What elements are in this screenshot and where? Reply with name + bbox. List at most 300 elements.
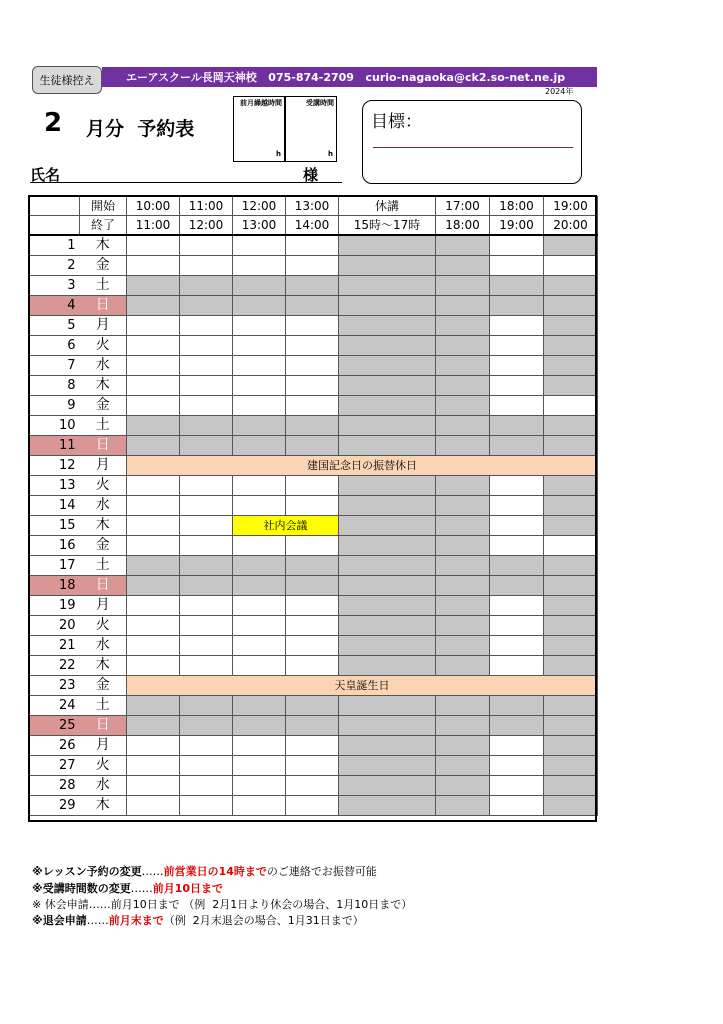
day-of-week: 土 (80, 696, 127, 716)
closed-slot (180, 576, 233, 596)
closed-slot (180, 416, 233, 436)
closed-slot (127, 416, 180, 436)
slot-cell[interactable] (490, 516, 544, 536)
slot-cell[interactable] (490, 596, 544, 616)
slot-cell[interactable] (233, 616, 286, 636)
closed-slot (339, 596, 436, 616)
closed-slot (339, 316, 436, 336)
column-end-1: 12:00 (180, 216, 233, 236)
slot-cell[interactable] (490, 235, 544, 256)
closed-slot (436, 416, 490, 436)
slot-cell[interactable] (490, 376, 544, 396)
day-of-week: 土 (80, 556, 127, 576)
slot-cell[interactable] (127, 636, 180, 656)
closed-slot (339, 556, 436, 576)
slot-cell[interactable] (180, 516, 233, 536)
slot-cell[interactable] (180, 596, 233, 616)
slot-cell[interactable] (180, 316, 233, 336)
slot-cell[interactable] (180, 736, 233, 756)
day-number: 10 (30, 416, 80, 436)
slot-cell[interactable] (286, 736, 339, 756)
slot-cell[interactable] (180, 376, 233, 396)
note-text: 前月10日まで (152, 882, 224, 895)
closed-slot (436, 296, 490, 316)
closed-slot (180, 556, 233, 576)
closed-slot (544, 376, 598, 396)
day-of-week: 水 (80, 776, 127, 796)
closed-slot (544, 296, 598, 316)
slot-cell[interactable] (127, 256, 180, 276)
note-line (32, 896, 412, 912)
closed-slot (436, 756, 490, 776)
table-row (30, 496, 598, 516)
closed-slot (436, 696, 490, 716)
closed-slot (436, 576, 490, 596)
slot-cell[interactable] (180, 636, 233, 656)
note-text: …… (141, 865, 164, 878)
column-end-6: 19:00 (490, 216, 544, 236)
slot-cell[interactable] (180, 336, 233, 356)
day-number: 14 (30, 496, 80, 516)
closed-slot (490, 556, 544, 576)
slot-cell[interactable] (490, 756, 544, 776)
closed-slot (544, 336, 598, 356)
day-number: 23 (30, 676, 80, 696)
closed-slot (286, 276, 339, 296)
column-start-0: 10:00 (127, 197, 180, 216)
header-blank (30, 197, 80, 216)
year-label: 2024年 (545, 87, 574, 96)
day-number: 1 (30, 235, 80, 256)
column-start-2: 12:00 (233, 197, 286, 216)
closed-slot (127, 716, 180, 736)
closed-slot (339, 276, 436, 296)
day-of-week: 水 (80, 636, 127, 656)
table-row (30, 696, 598, 716)
closed-slot (436, 556, 490, 576)
slot-cell[interactable] (490, 796, 544, 816)
closed-slot (339, 376, 436, 396)
closed-slot (436, 516, 490, 536)
day-of-week: 土 (80, 416, 127, 436)
slot-cell[interactable] (127, 356, 180, 376)
day-of-week: 日 (80, 716, 127, 736)
carryover-hours-unit: h (276, 150, 281, 158)
closed-slot (490, 296, 544, 316)
closed-slot (339, 536, 436, 556)
slot-cell[interactable] (127, 476, 180, 496)
slot-cell[interactable] (233, 396, 286, 416)
closed-slot (339, 776, 436, 796)
schedule-table (29, 196, 598, 816)
table-row (30, 296, 598, 316)
day-number: 21 (30, 636, 80, 656)
note-text: ※受講時間数の変更 (32, 882, 131, 895)
slot-cell[interactable] (490, 336, 544, 356)
carryover-hours-label: 前月繰越時間 (240, 99, 282, 107)
closed-slot (180, 296, 233, 316)
slot-cell[interactable] (127, 516, 180, 536)
holiday-cell: 建国記念日の振替休日 (127, 456, 598, 476)
table-row (30, 476, 598, 496)
slot-cell[interactable] (233, 496, 286, 516)
day-number: 28 (30, 776, 80, 796)
month-number: 2 (44, 108, 63, 138)
table-row (30, 336, 598, 356)
day-of-week: 月 (80, 596, 127, 616)
header-bar (102, 67, 597, 87)
slot-cell[interactable] (127, 235, 180, 256)
day-number: 17 (30, 556, 80, 576)
note-text: ※ 休会申請……前月10日まで （例 2月1日より休会の場合、1月10日まで） (32, 898, 413, 911)
closed-slot (127, 696, 180, 716)
day-of-week: 木 (80, 656, 127, 676)
day-number: 13 (30, 476, 80, 496)
note-line (32, 863, 377, 879)
day-number: 5 (30, 316, 80, 336)
slot-cell[interactable] (544, 536, 598, 556)
closed-slot (544, 235, 598, 256)
slot-cell[interactable] (127, 596, 180, 616)
closed-slot (233, 696, 286, 716)
day-of-week: 日 (80, 576, 127, 596)
day-number: 12 (30, 456, 80, 476)
table-row (30, 736, 598, 756)
slot-cell[interactable] (286, 476, 339, 496)
closed-slot (544, 496, 598, 516)
slot-cell[interactable] (233, 636, 286, 656)
slot-cell[interactable] (490, 316, 544, 336)
column-start-6: 18:00 (490, 197, 544, 216)
slot-cell[interactable] (233, 736, 286, 756)
closed-slot (286, 696, 339, 716)
closed-slot (339, 256, 436, 276)
slot-cell[interactable] (490, 536, 544, 556)
closed-slot (339, 636, 436, 656)
closed-slot (180, 696, 233, 716)
day-of-week: 水 (80, 356, 127, 376)
name-label: 氏名 (30, 166, 61, 184)
closed-slot (544, 276, 598, 296)
slot-cell[interactable] (233, 256, 286, 276)
table-row (30, 556, 598, 576)
day-number: 15 (30, 516, 80, 536)
closed-slot (436, 276, 490, 296)
name-underline (30, 182, 342, 183)
day-number: 19 (30, 596, 80, 616)
closed-slot (544, 576, 598, 596)
closed-slot (339, 436, 436, 456)
table-row (30, 716, 598, 736)
slot-cell[interactable] (127, 316, 180, 336)
closed-slot (180, 276, 233, 296)
goal-box (362, 100, 582, 184)
column-end-5: 18:00 (436, 216, 490, 236)
school-email: curio-nagaoka@ck2.so-net.ne.jp (365, 70, 566, 84)
closed-slot (544, 556, 598, 576)
day-number: 22 (30, 656, 80, 676)
closed-slot (180, 716, 233, 736)
closed-slot (339, 336, 436, 356)
slot-cell[interactable] (127, 376, 180, 396)
day-number: 29 (30, 796, 80, 816)
slot-cell[interactable] (233, 776, 286, 796)
slot-cell[interactable] (180, 536, 233, 556)
slot-cell[interactable] (233, 656, 286, 676)
slot-cell[interactable] (286, 656, 339, 676)
closed-slot (544, 716, 598, 736)
slot-cell[interactable] (127, 396, 180, 416)
closed-slot (339, 516, 436, 536)
slot-cell[interactable] (490, 256, 544, 276)
closed-slot (339, 476, 436, 496)
closed-slot (233, 576, 286, 596)
day-of-week: 日 (80, 436, 127, 456)
slot-cell[interactable] (127, 656, 180, 676)
closed-slot (544, 596, 598, 616)
slot-cell[interactable] (127, 776, 180, 796)
closed-slot (436, 496, 490, 516)
day-of-week: 火 (80, 476, 127, 496)
closed-slot (127, 296, 180, 316)
closed-slot (339, 235, 436, 256)
slot-cell[interactable] (127, 536, 180, 556)
closed-slot (436, 336, 490, 356)
slot-cell[interactable] (127, 336, 180, 356)
closed-slot (436, 636, 490, 656)
slot-cell[interactable] (180, 776, 233, 796)
school-name: エーアスクール長岡天神校 (126, 71, 257, 84)
day-of-week: 火 (80, 336, 127, 356)
closed-slot (286, 416, 339, 436)
table-row (30, 256, 598, 276)
slot-cell[interactable] (286, 356, 339, 376)
slot-cell[interactable] (233, 536, 286, 556)
slot-cell[interactable] (233, 316, 286, 336)
slot-cell[interactable] (286, 235, 339, 256)
closed-slot (436, 396, 490, 416)
slot-cell[interactable] (233, 476, 286, 496)
lesson-hours-label: 受講時間 (306, 99, 334, 107)
slot-cell[interactable] (180, 496, 233, 516)
table-row (30, 676, 598, 696)
goal-label: 目標： (371, 112, 422, 132)
slot-cell[interactable] (127, 796, 180, 816)
day-number: 27 (30, 756, 80, 776)
note-text: …… (130, 882, 153, 895)
closed-slot (180, 436, 233, 456)
closed-slot (436, 796, 490, 816)
closed-slot (490, 416, 544, 436)
table-row (30, 316, 598, 336)
closed-slot (286, 436, 339, 456)
slot-cell[interactable] (286, 596, 339, 616)
closed-slot (339, 576, 436, 596)
closed-slot (544, 516, 598, 536)
slot-cell[interactable] (286, 396, 339, 416)
header-row-start (30, 197, 598, 216)
column-start-4: 休講 (339, 197, 436, 216)
lesson-hours-box (285, 96, 337, 162)
note-text: （例 2月末退会の場合、1月31日まで） (163, 914, 364, 927)
slot-cell[interactable] (233, 235, 286, 256)
note-text: のご連絡でお振替可能 (266, 865, 377, 878)
slot-cell[interactable] (233, 336, 286, 356)
day-of-week: 月 (80, 736, 127, 756)
copy-badge: 生徒様控え (32, 66, 102, 94)
slot-cell[interactable] (127, 616, 180, 636)
note-text: 前営業日の14時まで (163, 865, 267, 878)
closed-slot (286, 576, 339, 596)
slot-cell[interactable] (286, 756, 339, 776)
slot-cell[interactable] (180, 235, 233, 256)
closed-slot (339, 696, 436, 716)
slot-cell[interactable] (286, 316, 339, 336)
slot-cell[interactable] (286, 536, 339, 556)
closed-slot (490, 276, 544, 296)
closed-slot (339, 796, 436, 816)
slot-cell[interactable] (490, 496, 544, 516)
slot-cell[interactable] (286, 496, 339, 516)
slot-cell[interactable] (490, 476, 544, 496)
slot-cell[interactable] (490, 736, 544, 756)
day-number: 16 (30, 536, 80, 556)
closed-slot (544, 776, 598, 796)
day-of-week: 金 (80, 256, 127, 276)
table-row (30, 376, 598, 396)
day-of-week: 火 (80, 616, 127, 636)
closed-slot (544, 756, 598, 776)
slot-cell[interactable] (180, 256, 233, 276)
slot-cell[interactable] (544, 256, 598, 276)
closed-slot (436, 356, 490, 376)
slot-cell[interactable] (180, 476, 233, 496)
closed-slot (127, 276, 180, 296)
slot-cell[interactable] (490, 656, 544, 676)
slot-cell[interactable] (233, 376, 286, 396)
table-row (30, 516, 598, 536)
closed-slot (339, 496, 436, 516)
day-of-week: 水 (80, 496, 127, 516)
slot-cell[interactable] (233, 356, 286, 376)
closed-slot (436, 436, 490, 456)
closed-slot (436, 616, 490, 636)
header-blank (30, 216, 80, 236)
day-of-week: 日 (80, 296, 127, 316)
closed-slot (544, 696, 598, 716)
closed-slot (544, 416, 598, 436)
table-row (30, 756, 598, 776)
slot-cell[interactable] (490, 616, 544, 636)
carryover-hours-box (233, 96, 285, 162)
slot-cell[interactable] (286, 256, 339, 276)
day-of-week: 金 (80, 396, 127, 416)
slot-cell[interactable] (233, 596, 286, 616)
closed-slot (436, 656, 490, 676)
slot-cell[interactable] (180, 796, 233, 816)
slot-cell[interactable] (127, 756, 180, 776)
slot-cell[interactable] (286, 376, 339, 396)
table-row (30, 235, 598, 256)
column-start-5: 17:00 (436, 197, 490, 216)
day-number: 11 (30, 436, 80, 456)
closed-slot (127, 576, 180, 596)
slot-cell[interactable] (490, 356, 544, 376)
day-of-week: 土 (80, 276, 127, 296)
column-end-7: 20:00 (544, 216, 598, 236)
closed-slot (544, 316, 598, 336)
note-text: ※退会申請 (32, 914, 87, 927)
slot-cell[interactable] (233, 756, 286, 776)
column-start-3: 13:00 (286, 197, 339, 216)
column-end-3: 14:00 (286, 216, 339, 236)
column-end-2: 13:00 (233, 216, 286, 236)
slot-cell[interactable] (286, 796, 339, 816)
table-row (30, 656, 598, 676)
slot-cell[interactable] (127, 496, 180, 516)
slot-cell[interactable] (180, 656, 233, 676)
closed-slot (233, 436, 286, 456)
slot-cell[interactable] (544, 396, 598, 416)
closed-slot (286, 716, 339, 736)
note-line (32, 912, 364, 928)
closed-slot (544, 736, 598, 756)
slot-cell[interactable] (286, 776, 339, 796)
slot-cell[interactable] (180, 396, 233, 416)
slot-cell[interactable] (490, 396, 544, 416)
slot-cell[interactable] (127, 736, 180, 756)
table-row (30, 636, 598, 656)
slot-cell[interactable] (233, 796, 286, 816)
closed-slot (544, 436, 598, 456)
closed-slot (339, 716, 436, 736)
start-label: 開始 (80, 197, 127, 216)
slot-cell[interactable] (490, 636, 544, 656)
slot-cell[interactable] (180, 616, 233, 636)
closed-slot (544, 476, 598, 496)
day-of-week: 木 (80, 376, 127, 396)
table-row (30, 536, 598, 556)
closed-slot (339, 656, 436, 676)
closed-slot (436, 316, 490, 336)
slot-cell[interactable] (180, 356, 233, 376)
closed-slot (544, 656, 598, 676)
closed-slot (127, 556, 180, 576)
closed-slot (233, 716, 286, 736)
slot-cell[interactable] (180, 756, 233, 776)
slot-cell[interactable] (286, 616, 339, 636)
closed-slot (286, 556, 339, 576)
lesson-hours-unit: h (328, 150, 333, 158)
closed-slot (436, 536, 490, 556)
slot-cell[interactable] (286, 336, 339, 356)
column-start-1: 11:00 (180, 197, 233, 216)
closed-slot (490, 576, 544, 596)
day-number: 20 (30, 616, 80, 636)
closed-slot (490, 696, 544, 716)
slot-cell[interactable] (286, 636, 339, 656)
holiday-cell: 天皇誕生日 (127, 676, 598, 696)
note-text: …… (86, 914, 109, 927)
slot-cell[interactable] (490, 776, 544, 796)
closed-slot (127, 436, 180, 456)
meeting-cell: 社内会議 (233, 516, 339, 536)
day-of-week: 月 (80, 316, 127, 336)
day-number: 6 (30, 336, 80, 356)
note-text: ※レッスン予約の変更 (32, 865, 142, 878)
goal-line (373, 147, 573, 148)
closed-slot (233, 416, 286, 436)
